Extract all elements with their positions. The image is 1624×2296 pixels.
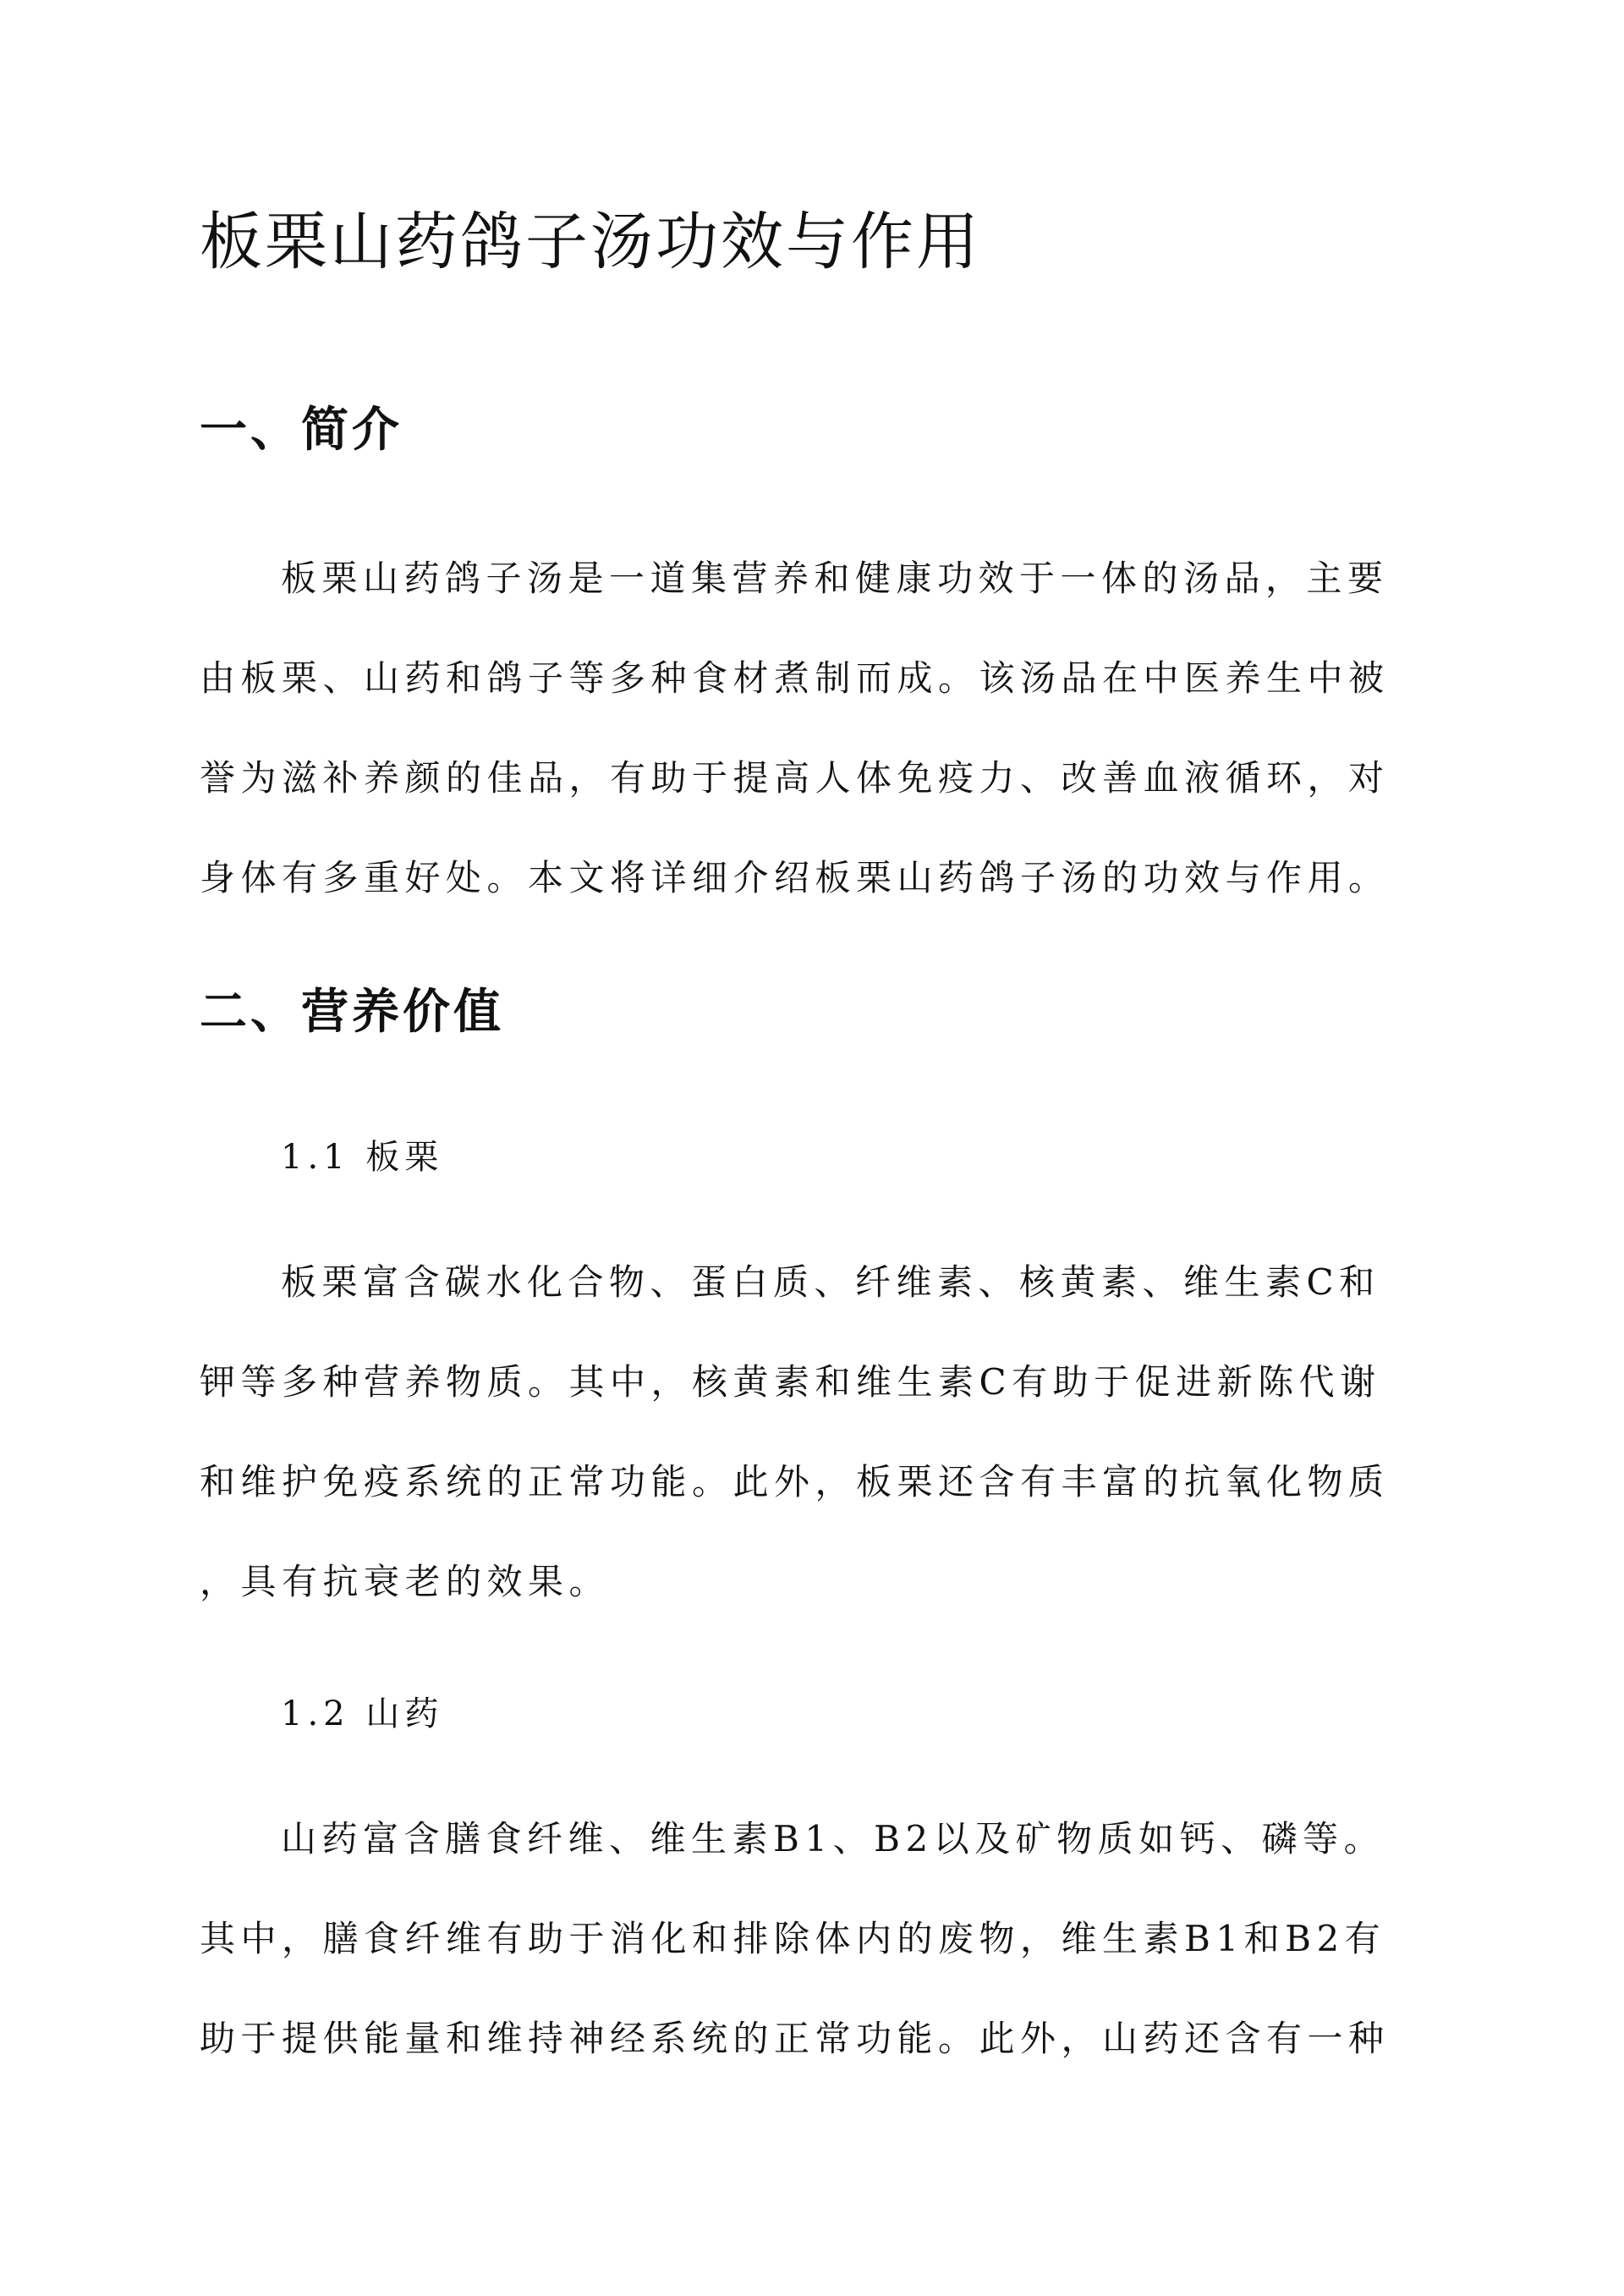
chestnut-paragraph — [200, 1257, 1431, 1656]
section-heading-nutrition: 二、营养价值 — [200, 984, 504, 1040]
paragraph-line: 助于提供能量和维持神经系统的正常功能。此外，山药还含有一种 — [200, 2018, 1390, 2059]
paragraph-line: 板栗山药鸽子汤是一道集营养和健康功效于一体的汤品，主要 — [281, 558, 1389, 599]
subsection-heading-chestnut: 1.1 板栗 — [281, 1138, 444, 1177]
yam-paragraph — [200, 1814, 1431, 2113]
paragraph-line: 钾等多种营养物质。其中，核黄素和维生素C有助于促进新陈代谢 — [200, 1361, 1381, 1403]
subsection-heading-yam: 1.2 山药 — [281, 1695, 444, 1733]
paragraph-line: 板栗富含碳水化合物、蛋白质、纤维素、核黄素、维生素C和 — [281, 1261, 1380, 1303]
paragraph-line: 誉为滋补养颜的佳品，有助于提高人体免疫力、改善血液循环，对 — [200, 757, 1390, 799]
paragraph-line: 身体有多重好处。本文将详细介绍板栗山药鸽子汤的功效与作用。 — [200, 857, 1390, 898]
paragraph-line: 山药富含膳食纤维、维生素B1、B2以及矿物质如钙、磷等。 — [281, 1818, 1385, 1859]
section-heading-intro: 一、简介 — [200, 402, 403, 458]
paragraph-line: 由板栗、山药和鸽子等多种食材煮制而成。该汤品在中医养生中被 — [200, 657, 1390, 699]
paragraph-line: 和维护免疫系统的正常功能。此外，板栗还含有丰富的抗氧化物质 — [200, 1461, 1390, 1502]
intro-paragraph — [200, 553, 1431, 953]
paragraph-line: ，具有抗衰老的效果。 — [200, 1561, 611, 1602]
document-title: 板栗山药鸽子汤功效与作用 — [200, 206, 981, 278]
paragraph-line: 其中，膳食纤维有助于消化和排除体内的废物，维生素B1和B2有 — [200, 1918, 1386, 1959]
